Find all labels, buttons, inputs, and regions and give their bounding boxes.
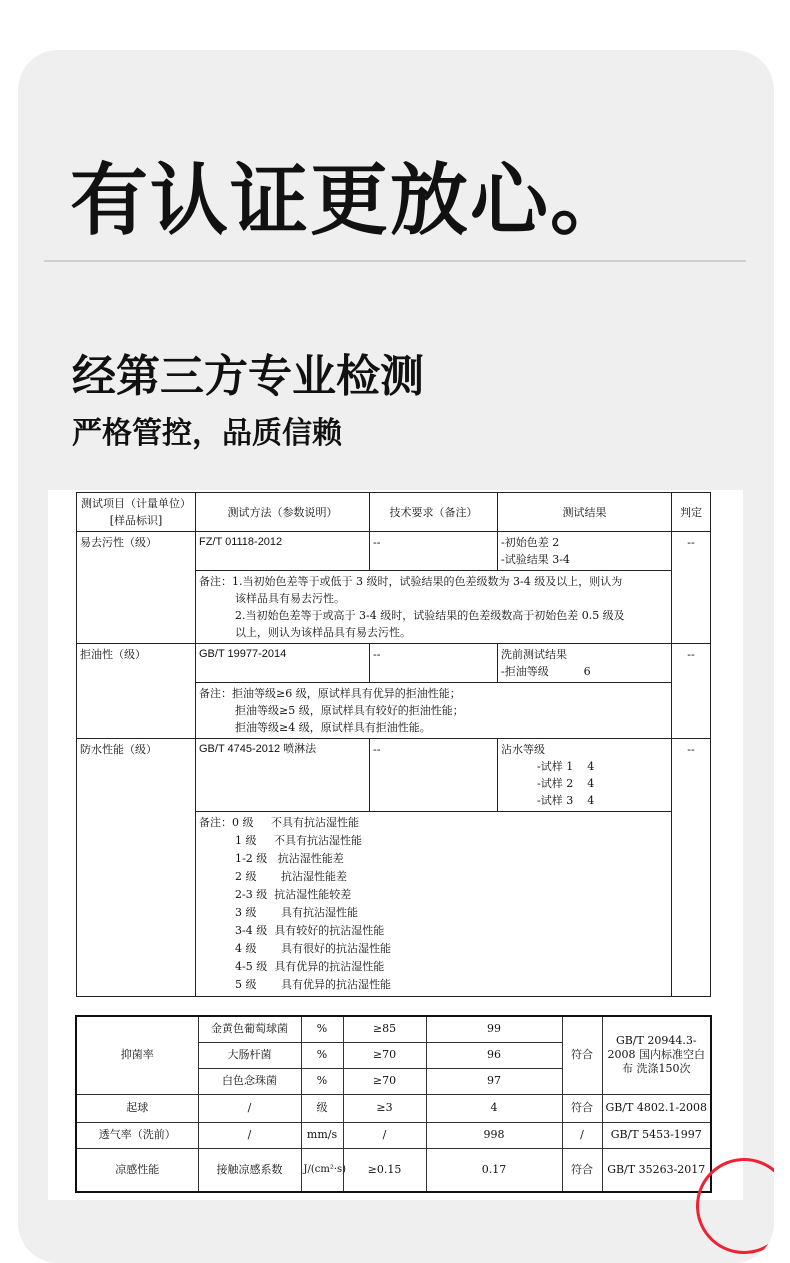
note-line: 备注：0 级 不具有抗沾湿性能 [199, 816, 359, 829]
test-method: GB/T 19977-2014 [196, 644, 370, 683]
note-line: 拒油等级≥5 级，原试样具有较好的拒油性能； [235, 704, 464, 717]
result-line: -试样 3 4 [537, 794, 595, 807]
table-row [76, 1016, 711, 1042]
unit: % [301, 1042, 343, 1068]
test-note [196, 812, 672, 997]
divider [44, 260, 746, 262]
summary-table [75, 1015, 712, 1193]
verdict: 符合 [562, 1016, 602, 1094]
header-cell: 测试项目（计量单位）[样品标识] [77, 493, 196, 532]
header-cell: 测试结果 [498, 493, 672, 532]
value: 96 [426, 1042, 562, 1068]
organism: 白色念珠菌 [198, 1068, 301, 1094]
result-line: -试验结果 3-4 [501, 553, 570, 566]
test-method: FZ/T 01118-2012 [196, 532, 370, 571]
table-row [76, 1094, 711, 1122]
test-report-image [48, 490, 743, 1200]
content-card [18, 50, 774, 1263]
standard: GB/T 5453-1997 [602, 1122, 711, 1148]
organism: 金黄色葡萄球菌 [198, 1016, 301, 1042]
note-line: 5 级 具有优异的抗沾湿性能 [235, 978, 391, 991]
section-heading: 经第三方专业检测 [72, 351, 424, 402]
organism: 接触凉感系数 [198, 1148, 301, 1192]
unit: % [301, 1068, 343, 1094]
note-line: 2-3 级 抗沾湿性能较差 [235, 888, 352, 901]
value: 4 [426, 1094, 562, 1122]
test-verdict: -- [672, 644, 711, 739]
summary-label: 凉感性能 [76, 1148, 198, 1192]
summary-label: 起球 [76, 1094, 198, 1122]
organism: / [198, 1122, 301, 1148]
note-line: 1 级 不具有抗沾湿性能 [235, 834, 362, 847]
header-cell: 判定 [672, 493, 711, 532]
result-line: -试样 1 4 [537, 760, 595, 773]
requirement: ≥0.15 [343, 1148, 426, 1192]
table-header-row [77, 493, 711, 532]
value: 99 [426, 1016, 562, 1042]
summary-label: 抑菌率 [76, 1016, 198, 1094]
result-line: 洗前测试结果 [501, 648, 567, 661]
standard: GB/T 35263-2017 [602, 1148, 711, 1192]
unit: 级 [301, 1094, 343, 1122]
test-item: 防水性能（级） [77, 739, 196, 997]
standard: GB/T 4802.1-2008 [602, 1094, 711, 1122]
table-row [76, 1122, 711, 1148]
note-line: 4-5 级 具有优异的抗沾湿性能 [235, 960, 385, 973]
result-line: -初始色差 2 [501, 536, 560, 549]
value: 0.17 [426, 1148, 562, 1192]
test-verdict: -- [672, 532, 711, 644]
section-tagline: 严格管控，品质信赖 [72, 416, 342, 451]
table-row [77, 739, 711, 812]
table-row [76, 1148, 711, 1192]
test-verdict: -- [672, 739, 711, 997]
organism: / [198, 1094, 301, 1122]
unit: % [301, 1016, 343, 1042]
page-title: 有认证更放心。 [70, 156, 631, 246]
test-item: 拒油性（级） [77, 644, 196, 739]
header-cell: 测试方法（参数说明） [196, 493, 370, 532]
standard: GB/T 20944.3-2008 国内标准空白布 洗涤150次 [602, 1016, 711, 1094]
note-line: 2.当初始色差等于或高于 3-4 级时，试验结果的色差级数高于初始色差 0.5 级及 [235, 609, 625, 622]
test-report-table [76, 492, 711, 997]
result-line: 沾水等级 [501, 743, 545, 756]
test-requirement: -- [370, 739, 498, 812]
note-line: 备注：1.当初始色差等于或低于 3 级时，试验结果的色差级数为 3-4 级及以上，则认为 [199, 575, 623, 588]
value: 97 [426, 1068, 562, 1094]
result-line: -拒油等级 6 [501, 665, 591, 678]
test-item: 易去污性（级） [77, 532, 196, 644]
test-note [196, 683, 672, 739]
summary-label: 透气率（洗前） [76, 1122, 198, 1148]
verdict: / [562, 1122, 602, 1148]
requirement: / [343, 1122, 426, 1148]
note-line: 4 级 具有很好的抗沾湿性能 [235, 942, 391, 955]
requirement: ≥3 [343, 1094, 426, 1122]
verdict: 符合 [562, 1094, 602, 1122]
test-method: GB/T 4745-2012 喷淋法 [196, 739, 370, 812]
table-row [77, 532, 711, 571]
unit: J/(cm²·s) [301, 1148, 343, 1192]
note-line: 备注：拒油等级≥6 级，原试样具有优异的拒油性能； [199, 687, 461, 700]
note-line: 3 级 具有抗沾湿性能 [235, 906, 358, 919]
table-row [77, 644, 711, 683]
value: 998 [426, 1122, 562, 1148]
unit: mm/s [301, 1122, 343, 1148]
header-cell: 技术要求（备注） [370, 493, 498, 532]
requirement: ≥70 [343, 1042, 426, 1068]
note-line: 1-2 级 抗沾湿性能差 [235, 852, 344, 865]
verdict: 符合 [562, 1148, 602, 1192]
organism: 大肠杆菌 [198, 1042, 301, 1068]
note-line: 该样品具有易去污性。 [235, 592, 345, 605]
note-line: 以上，则认为该样品具有易去污性。 [235, 626, 411, 639]
test-requirement: -- [370, 532, 498, 571]
requirement: ≥70 [343, 1068, 426, 1094]
requirement: ≥85 [343, 1016, 426, 1042]
test-result [498, 644, 672, 683]
test-note [196, 571, 672, 644]
test-requirement: -- [370, 644, 498, 683]
note-line: 拒油等级≥4 级，原试样具有拒油性能。 [235, 721, 431, 734]
result-line: -试样 2 4 [537, 777, 595, 790]
note-line: 3-4 级 具有较好的抗沾湿性能 [235, 924, 385, 937]
note-line: 2 级 抗沾湿性能差 [235, 870, 347, 883]
test-result [498, 739, 672, 812]
test-result [498, 532, 672, 571]
